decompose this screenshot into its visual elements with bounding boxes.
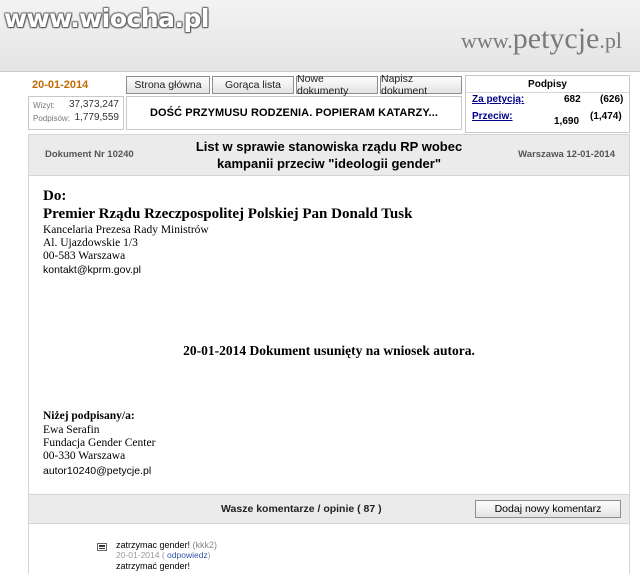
document-body <box>28 176 630 494</box>
signatures-for-row <box>472 94 625 105</box>
logo-prefix: www. <box>461 28 513 53</box>
for-count: 682 <box>564 94 581 105</box>
comment-icon <box>97 543 107 551</box>
comment-title-text: zatrzymac gender! <box>116 540 191 550</box>
visits-label: Wizyt: <box>33 101 55 110</box>
comments-list <box>28 524 630 574</box>
recipient-name: Premier Rządu Rzeczpospolitej Polskiej Pan Donald Tusk <box>43 206 413 222</box>
watermark: www.wiocha.pl <box>4 4 209 33</box>
recipient-email: kontakt@kprm.gov.pl <box>43 264 142 276</box>
recipient-address-line: 00-583 Warszawa <box>43 250 126 262</box>
document-place-date: Warszawa 12-01-2014 <box>518 149 615 160</box>
signer-line: Fundacja Gender Center <box>43 437 156 449</box>
site-header <box>0 0 640 72</box>
visits-value: 37,373,247 <box>68 99 119 110</box>
signatures-title: Podpisy <box>466 76 629 93</box>
signatures-value: 1,779,559 <box>74 112 119 123</box>
comment-meta <box>116 550 211 560</box>
recipient-address-line: Kancelaria Prezesa Rady Ministrów <box>43 224 209 236</box>
site-logo[interactable] <box>461 22 622 56</box>
document-title-line1: List w sprawie stanowiska rządu RP wobec <box>195 139 463 154</box>
recipient-label: Do: <box>43 188 67 204</box>
recipient-address-line: Al. Ujazdowskie 1/3 <box>43 237 138 249</box>
logo-suffix: .pl <box>599 28 622 53</box>
signer-label: Niżej podpisany/a: <box>43 410 135 422</box>
nav-new-documents-button[interactable]: Nowe dokumenty <box>296 76 378 94</box>
removed-notice: 20-01-2014 Dokument usunięty na wniosek autora. <box>183 343 475 358</box>
featured-petition-link[interactable]: DOŚĆ PRZYMUSU RODZENIA. POPIERAM KATARZY... <box>126 96 462 130</box>
comment-author: (kkk2) <box>192 540 218 550</box>
sign-for-link[interactable]: Za petycją: <box>472 94 525 105</box>
document-number: Dokument Nr 10240 <box>45 149 134 160</box>
signatures-against-row <box>472 111 625 127</box>
against-count: 1,690 <box>554 116 580 127</box>
against-total: (1,474) <box>590 111 622 122</box>
comments-header <box>28 494 630 524</box>
comment-date: 20-01-2014 ( <box>116 550 165 560</box>
for-total: (626) <box>600 94 624 105</box>
add-comment-button[interactable]: Dodaj nowy komentarz <box>475 500 621 518</box>
signer-line: Ewa Serafin <box>43 424 100 436</box>
comment-body: zatrzymać gender! <box>116 561 191 571</box>
current-date: 20-01-2014 <box>32 79 89 91</box>
signer-email: autor10240@petycje.pl <box>43 465 152 477</box>
document-title-line2: kampanii przeciw "ideologii gender" <box>217 156 441 171</box>
comment-title <box>116 540 217 550</box>
document-title <box>179 138 479 172</box>
site-stats <box>28 96 124 130</box>
logo-main: petycje <box>512 22 600 55</box>
comments-title: Wasze komentarze / opinie ( 87 ) <box>221 503 382 515</box>
nav-hot-list-button[interactable]: Gorąca lista <box>212 76 294 94</box>
nav-write-document-button[interactable]: Napisz dokument <box>380 76 462 94</box>
document-header <box>28 134 630 176</box>
comment-date-end: ) <box>207 550 211 560</box>
signer-line: 00-330 Warszawa <box>43 450 126 462</box>
signatures-panel <box>465 75 630 133</box>
reply-link[interactable]: odpowiedz <box>167 550 208 560</box>
signatures-label: Podpisów: <box>33 114 70 123</box>
sign-against-link[interactable]: Przeciw: <box>472 111 513 122</box>
nav-home-button[interactable]: Strona główna <box>126 76 210 94</box>
